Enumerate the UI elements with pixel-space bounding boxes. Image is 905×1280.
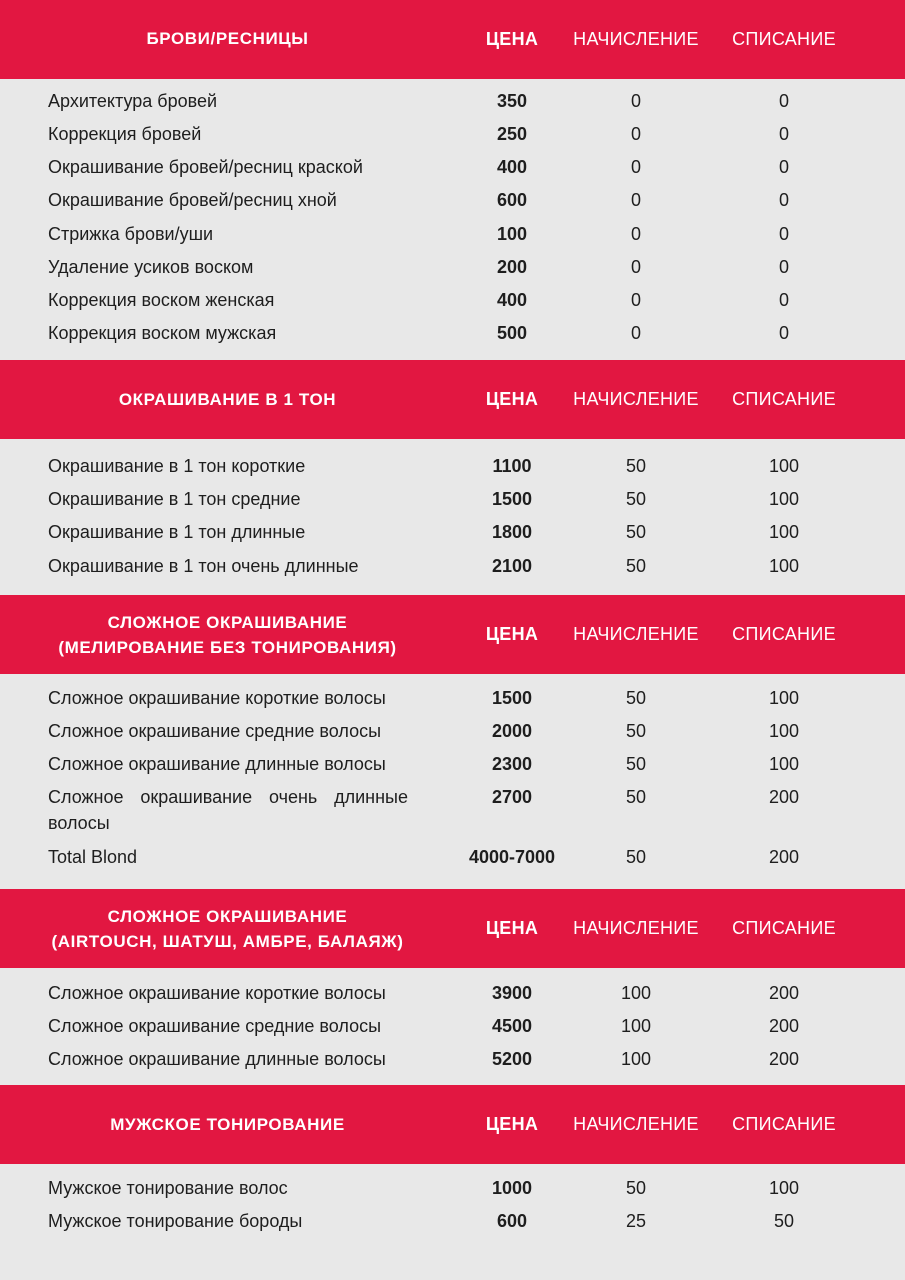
service-name: Окрашивание в 1 тон длинные [48, 522, 306, 542]
service-accrual: 50 [625, 754, 647, 774]
section-header-one-tone [0, 360, 905, 439]
table-row [0, 486, 905, 519]
column-accrual-label: НАЧИСЛЕНИЕ [573, 1114, 699, 1134]
service-debit: 100 [768, 556, 800, 576]
service-debit: 200 [768, 847, 800, 867]
service-name: Сложное окрашивание короткие волосы [48, 983, 386, 1003]
table-row [0, 320, 905, 353]
table-row [0, 553, 905, 586]
service-accrual: 50 [625, 688, 647, 708]
service-price: 600 [496, 1211, 528, 1231]
service-debit: 100 [768, 456, 800, 476]
table-row [0, 685, 905, 718]
service-name: Мужское тонирование волос [48, 1178, 288, 1198]
column-debit-label: СПИСАНИЕ [732, 29, 836, 49]
service-price: 4000-7000 [468, 847, 556, 867]
service-name: Мужское тонирование бороды [48, 1211, 303, 1231]
service-accrual: 0 [630, 91, 641, 111]
section-header-mens-toning [0, 1085, 905, 1164]
column-accrual-label: НАЧИСЛЕНИЕ [573, 624, 699, 644]
table-row [0, 254, 905, 287]
section-title: СЛОЖНОЕ ОКРАШИВАНИЕ (МЕЛИРОВАНИЕ БЕЗ ТОНИРОВАНИЯ) [58, 612, 397, 657]
service-accrual: 50 [625, 456, 647, 476]
service-price: 500 [496, 323, 528, 343]
service-price: 2000 [491, 721, 533, 741]
service-accrual: 0 [630, 157, 641, 177]
service-debit: 0 [778, 190, 789, 210]
service-name: Сложное окрашивание очень длинные волосы [48, 787, 408, 833]
service-debit: 50 [773, 1211, 795, 1231]
service-name: Сложное окрашивание средние волосы [48, 1016, 382, 1036]
service-accrual: 0 [630, 124, 641, 144]
column-accrual-label: НАЧИСЛЕНИЕ [573, 29, 699, 49]
section-rows-highlighting [0, 685, 905, 877]
service-price: 1500 [491, 489, 533, 509]
section-header-brows [0, 0, 905, 79]
section-title: СЛОЖНОЕ ОКРАШИВАНИЕ (AIRTOUCH, ШАТУШ, АМБРЕ, БАЛАЯЖ) [51, 906, 404, 951]
table-row [0, 784, 905, 844]
table-row [0, 1046, 905, 1079]
column-price-label: ЦЕНА [485, 1114, 539, 1134]
service-debit: 0 [778, 257, 789, 277]
service-debit: 100 [768, 688, 800, 708]
service-accrual: 0 [630, 257, 641, 277]
service-price: 1800 [491, 522, 533, 542]
service-name: Удаление усиков воском [48, 257, 254, 277]
column-price-label: ЦЕНА [485, 389, 539, 409]
service-price: 2100 [491, 556, 533, 576]
table-row [0, 1013, 905, 1046]
service-price: 400 [496, 290, 528, 310]
service-name: Окрашивание бровей/ресниц хной [48, 190, 337, 210]
service-name: Коррекция бровей [48, 124, 202, 144]
service-name: Окрашивание бровей/ресниц краской [48, 157, 363, 177]
service-debit: 0 [778, 290, 789, 310]
service-name: Окрашивание в 1 тон короткие [48, 456, 306, 476]
service-price: 600 [496, 190, 528, 210]
section-rows-mens-toning [0, 1175, 905, 1241]
service-accrual: 50 [625, 1178, 647, 1198]
service-name: Сложное окрашивание короткие волосы [48, 688, 386, 708]
column-price-label: ЦЕНА [485, 624, 539, 644]
table-row [0, 718, 905, 751]
section-rows-one-tone [0, 453, 905, 586]
section-title: МУЖСКОЕ ТОНИРОВАНИЕ [110, 1115, 345, 1134]
service-accrual: 100 [620, 983, 652, 1003]
service-debit: 100 [768, 489, 800, 509]
service-price: 2700 [491, 787, 533, 807]
service-price: 350 [496, 91, 528, 111]
service-accrual: 50 [625, 522, 647, 542]
table-row [0, 1175, 905, 1208]
column-debit-label: СПИСАНИЕ [732, 918, 836, 938]
table-row [0, 287, 905, 320]
service-name: Сложное окрашивание длинные волосы [48, 754, 386, 774]
table-row [0, 88, 905, 121]
service-debit: 100 [768, 1178, 800, 1198]
service-debit: 100 [768, 721, 800, 741]
section-rows-airtouch [0, 980, 905, 1079]
service-name: Окрашивание в 1 тон очень длинные [48, 556, 359, 576]
service-price: 200 [496, 257, 528, 277]
service-price: 1100 [492, 456, 532, 476]
service-price: 100 [496, 224, 528, 244]
table-row [0, 519, 905, 553]
table-row [0, 121, 905, 154]
section-rows-brows [0, 88, 905, 353]
service-accrual: 25 [625, 1211, 647, 1231]
service-accrual: 100 [620, 1049, 652, 1069]
service-name: Сложное окрашивание средние волосы [48, 721, 382, 741]
table-row [0, 1208, 905, 1241]
service-name: Коррекция воском женская [48, 290, 275, 310]
section-header-highlighting [0, 595, 905, 674]
service-debit: 200 [768, 983, 800, 1003]
service-price: 400 [496, 157, 528, 177]
service-debit: 100 [768, 754, 800, 774]
service-name: Коррекция воском мужская [48, 323, 277, 343]
service-accrual: 50 [625, 489, 647, 509]
table-row [0, 751, 905, 784]
column-debit-label: СПИСАНИЕ [732, 624, 836, 644]
service-price: 1000 [491, 1178, 533, 1198]
column-debit-label: СПИСАНИЕ [732, 1114, 836, 1134]
service-name: Архитектура бровей [48, 91, 218, 111]
service-accrual: 50 [625, 556, 647, 576]
table-row [0, 844, 905, 877]
table-row [0, 154, 905, 187]
table-row [0, 980, 905, 1013]
table-row [0, 453, 905, 486]
service-price: 250 [496, 124, 528, 144]
service-accrual: 100 [620, 1016, 652, 1036]
service-debit: 0 [778, 224, 789, 244]
table-row [0, 221, 905, 254]
service-debit: 0 [778, 91, 789, 111]
section-header-airtouch [0, 889, 905, 968]
table-row [0, 187, 905, 221]
service-name: Total Blond [48, 847, 138, 867]
column-price-label: ЦЕНА [485, 29, 539, 49]
service-price: 1500 [491, 688, 533, 708]
service-debit: 100 [768, 522, 800, 542]
column-accrual-label: НАЧИСЛЕНИЕ [573, 389, 699, 409]
column-debit-label: СПИСАНИЕ [732, 389, 836, 409]
service-debit: 200 [768, 1016, 800, 1036]
service-price: 2300 [491, 754, 533, 774]
service-accrual: 0 [630, 224, 641, 244]
service-price: 3900 [491, 983, 533, 1003]
service-debit: 0 [778, 124, 789, 144]
service-accrual: 0 [630, 290, 641, 310]
service-accrual: 50 [625, 787, 647, 807]
service-name: Окрашивание в 1 тон средние [48, 489, 301, 509]
service-accrual: 0 [630, 190, 641, 210]
service-name: Сложное окрашивание длинные волосы [48, 1049, 386, 1069]
section-title: ОКРАШИВАНИЕ В 1 ТОН [118, 390, 337, 409]
service-price: 4500 [491, 1016, 533, 1036]
service-accrual: 50 [625, 721, 647, 741]
service-accrual: 0 [630, 323, 641, 343]
service-accrual: 50 [625, 847, 647, 867]
section-title: БРОВИ/РЕСНИЦЫ [146, 29, 309, 48]
service-debit: 0 [778, 323, 789, 343]
service-price: 5200 [491, 1049, 533, 1069]
column-price-label: ЦЕНА [485, 918, 539, 938]
service-debit: 200 [768, 1049, 800, 1069]
service-debit: 0 [778, 157, 789, 177]
service-debit: 200 [768, 787, 800, 807]
service-name: Стрижка брови/уши [48, 224, 214, 244]
column-accrual-label: НАЧИСЛЕНИЕ [573, 918, 699, 938]
